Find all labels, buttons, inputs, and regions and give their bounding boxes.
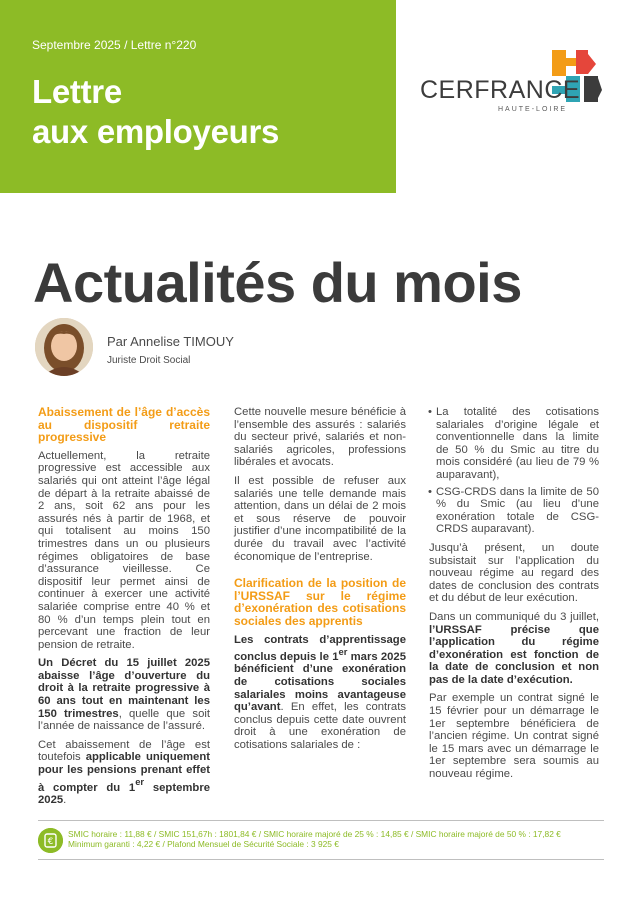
bold-text: l’URSSAF précise que l’application du régime d’exonération est fonction de la date de conclusion et non pas de la date d’exécution. [429,623,599,686]
text: Dans un communiqué du 3 juillet, [429,610,599,623]
bold-text: mars 2025 bénéficient d’une exonération de cotisations sociales salariales moins avantageuse qu’avant [234,650,407,714]
bold-text: Un Décret du 15 juillet 2025 abaisse l’âge d’ouverture du droit à la retraite progressive à 60 ans tout en maintenant les 150 trimestres [38,657,210,720]
newsletter-title-line1: Lettre [32,73,122,110]
paragraph: Il est possible de refuser aux salariés une telle demande mais attention, dans un délai de 2 mois et sous réserve de pouvoir justifier d’une incompatibilité de la durée du travail avec l’activité économique de l’entreprise. [234,474,406,563]
text: , quelle que soit l’année de naissance de l’assuré. [38,707,210,733]
paragraph: Actuellement, la retraite progressive est accessible aux salariés qui ont atteint l’âge légal de départ à la retraite abaissé de 2 ans, soit 62 ans pour les assurés nés à partir de 1968, et qui totalisent au moins 150 trimestres dans un ou plusieurs régimes obligatoires de base d’assurance vieillesse. Ce dispositif leur permet ainsi de continuer à exercer une activité salariée comprise entre 40 % et 80 % d’un temps plein tout en percevant une fraction de leur pension de retraite. [38,449,210,651]
exoneration-list [429,406,599,536]
paragraph: Cette nouvelle mesure bénéficie à l’ensemble des assurés : salariés du secteur privé, salariés et non-salariés agricoles, professions libérales et avocats. [234,406,406,469]
footer-divider-top [38,820,604,821]
paragraph: Par exemple un contrat signé le 15 février pour un démarrage le 1er septembre bénéficiera de l’ancien régime. Un contrat signé le 15 mars avec un démarrage le 1er septembre sera soumis au nouveau régime. [429,692,599,781]
article-column-2 [234,406,406,758]
superscript: er [338,646,348,658]
svg-text:€: € [47,837,54,847]
section-heading-retraite: Abaissement de l’âge d’accès au dispositif retraite progressive [38,405,210,445]
paragraph [234,634,406,752]
author-role: Juriste Droit Social [107,355,191,366]
logo-wordmark: CERFRANCE [420,76,581,104]
list-item: • La totalité des cotisations salariales d’origine légale et conventionnelle dans la limite de 50 % du Smic au titre du mois considéré (au lieu de 79 % auparavant), [429,406,599,482]
text: . En effet, les contrats conclus depuis cette date ouvrent droit à une exonération de cotisations salariales de : [234,701,406,752]
author-avatar [35,318,93,376]
smic-info [68,829,608,849]
author-name: Par Annelise TIMOUY [107,334,234,349]
text: . [63,793,67,806]
logo-region: HAUTE-LOIRE [498,106,568,113]
edition-label: Septembre 2025 / Lettre n°220 [32,38,197,52]
bold-text: septembre 2025 [38,781,210,806]
paragraph [429,611,599,687]
page-title: Actualités du mois [33,251,522,314]
plafond-line: Minimum garanti : 4,22 € / Plafond Mensuel de Sécurité Sociale : 3 925 € [68,839,339,849]
smic-line: SMIC horaire : 11,88 € / SMIC 151,67h : 1801,84 € / SMIC horaire majoré de 25 % : 14,85 € / SMIC horaire majoré de 50 % : 17,82 € [68,829,561,839]
euro-coin-icon [38,828,63,853]
text: Cet abaissement de l’âge est toutefois [38,738,210,764]
footer-divider-bottom [38,859,604,860]
article-column-1 [38,406,210,813]
cerfrance-logo [420,48,610,118]
paragraph [38,657,210,733]
header-banner [0,0,396,193]
section-heading-urssaf: Clarification de la position de l’URSSAF sur le régime d’exonération des cotisations sociales des apprentis [234,576,406,628]
paragraph [38,739,210,807]
newsletter-title-line2: aux employeurs [32,113,280,150]
bold-text: Les contrats d’apprentissage conclus depuis le 1 [234,633,406,663]
paragraph: Jusqu’à présent, un doute subsistait sur l’application du nouveau régime au regard des dates de conclusion des contrats et du début de leur exécution. [429,541,599,605]
newsletter-title [32,72,279,152]
superscript: er [135,776,145,788]
bold-text: applicable uniquement pour les pensions prenant effet à compter du 1 [38,751,210,794]
article-column-3 [429,406,599,787]
list-item: • CSG-CRDS dans la limite de 50 % du Smic (au lieu d’une exonération totale de CSG-CRDS auparavant). [429,486,599,536]
